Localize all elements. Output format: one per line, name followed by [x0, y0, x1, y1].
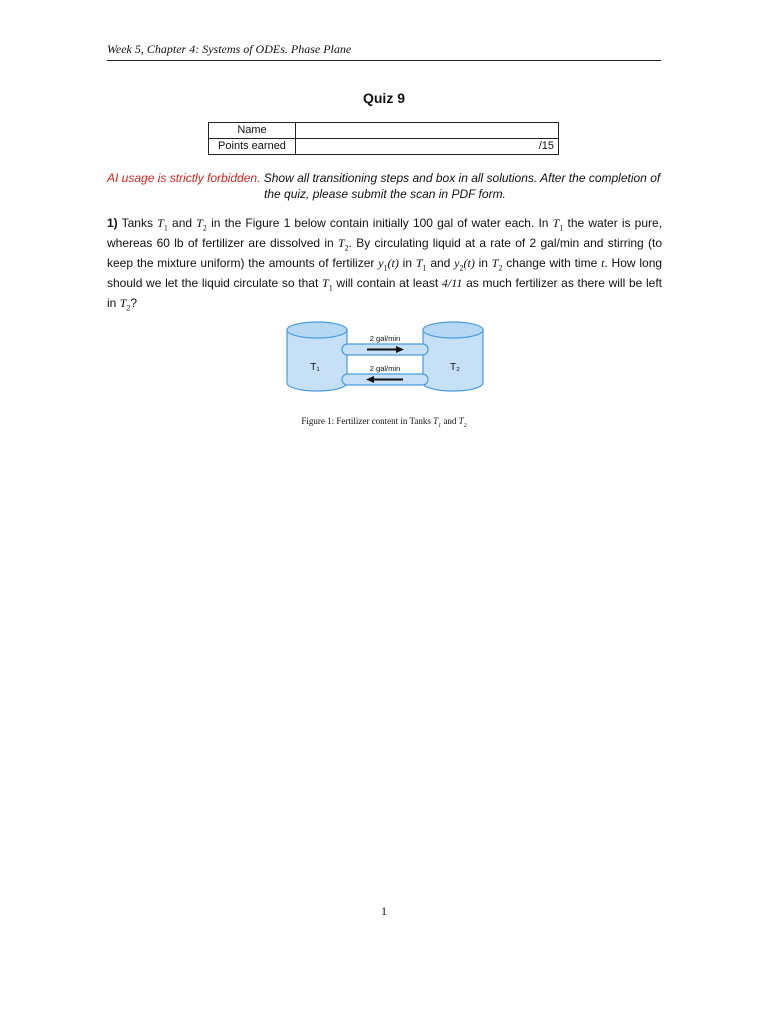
name-label: Name: [209, 123, 296, 139]
tank-2: [423, 322, 483, 391]
problem-text: the water is pure, whereas 60 lb of fertilizer are dissolved in: [107, 216, 663, 250]
rate-label-top: 2 gal/min: [369, 334, 401, 343]
math-t1: $T_1$: [415, 255, 427, 273]
instructions: [107, 170, 663, 202]
problem-text: and: [430, 255, 451, 270]
running-header: Week 5, Chapter 4: Systems of ODEs. Phase Plane: [107, 42, 661, 61]
figure-caption: Figure 1: Fertilizer content in Tanks $T_1$ and $T_2$: [301, 416, 467, 429]
problem-1: [107, 216, 662, 315]
problem-text: in: [402, 255, 412, 270]
problem-text: Tanks: [121, 216, 153, 230]
problem-number: 1): [107, 216, 118, 230]
quiz-title: Quiz 9: [362, 90, 405, 106]
problem-text: in the Figure 1 below contain initially 100 gal of water each. In: [211, 216, 549, 230]
math-t2: $T_2$: [491, 255, 503, 273]
math-ratio: 4/11: [441, 275, 463, 290]
instruction-line-2: the quiz, please submit the scan in PDF form.: [264, 187, 506, 201]
math-t2: $T_2$: [196, 216, 207, 233]
problem-text: and: [172, 216, 193, 230]
math-t: t: [601, 255, 605, 270]
problem-text: ?: [130, 295, 138, 310]
page-number: 1: [381, 904, 387, 918]
tank-2-label: T₂: [450, 362, 460, 373]
instruction-line-1: Show all transitioning steps and box in all solutions. After the completion of: [263, 171, 661, 185]
info-table: [208, 122, 559, 155]
math-t1: $T_1$: [322, 275, 333, 293]
math-t1: $T_1$: [157, 216, 168, 233]
rate-label-bottom: 2 gal/min: [369, 364, 401, 373]
problem-text: change with time: [506, 255, 598, 270]
math-y1: $y_1(t)$: [378, 255, 399, 273]
problem-text: . How long should we let the liquid circulate so that: [107, 255, 663, 290]
math-t2: $T_2$: [337, 235, 349, 253]
ai-warning: AI usage is strictly forbidden.: [107, 171, 261, 185]
math-y2: $y_2(t)$: [454, 255, 475, 273]
tank-1-label: T₁: [310, 362, 320, 373]
problem-text: as much fertilizer as there will be left in: [107, 275, 663, 310]
problem-text: will contain at least: [336, 275, 439, 290]
problem-text: in: [478, 255, 488, 270]
points-label: Points earned: [209, 139, 296, 155]
table-row: [209, 139, 559, 155]
tanks-figure: [285, 318, 485, 393]
table-row: [209, 123, 559, 139]
name-field[interactable]: [296, 123, 559, 139]
math-t1: $T_1$: [552, 216, 564, 233]
points-field[interactable]: /15: [296, 139, 559, 155]
problem-text: . By circulating liquid at a rate of 2 gal/min and stirring (to keep the mixture uniform) the amounts of fertilizer: [107, 235, 662, 270]
math-t2: $T_2$: [119, 295, 131, 312]
tank-1: [287, 322, 347, 391]
